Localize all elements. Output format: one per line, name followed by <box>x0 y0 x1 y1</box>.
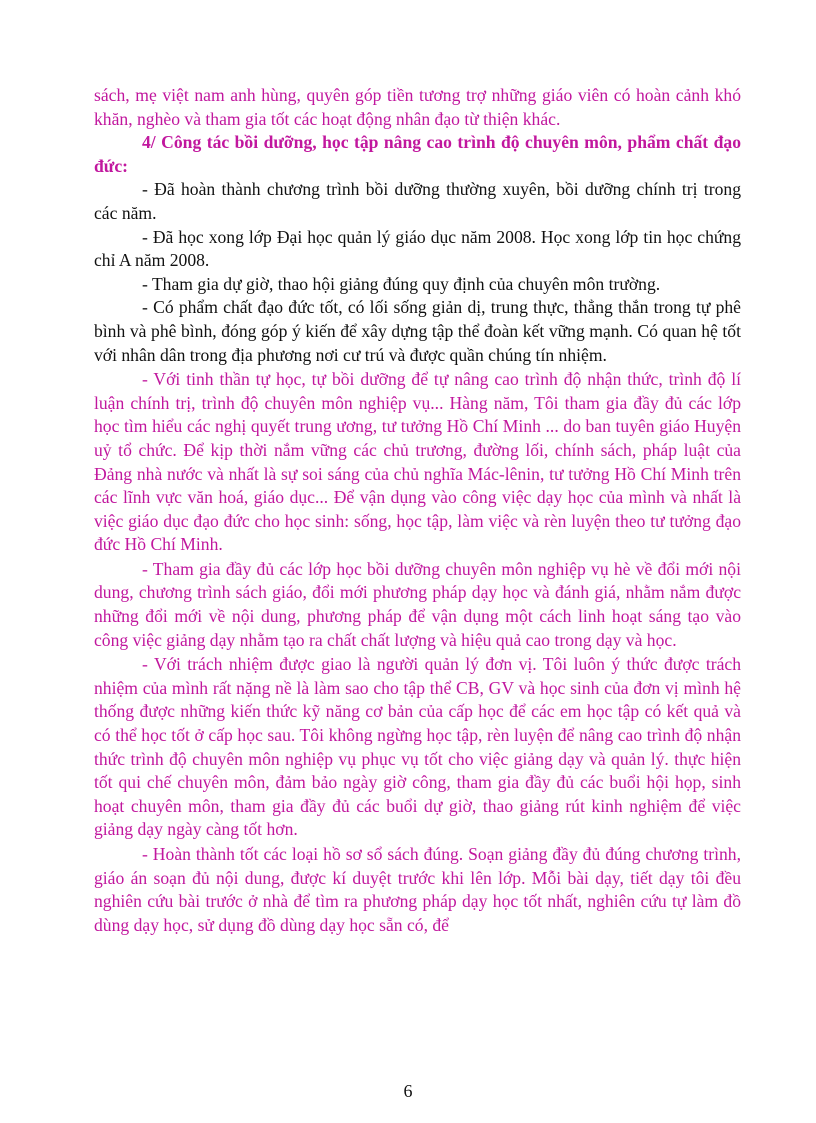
document-body <box>94 84 741 937</box>
list-item: - Với trách nhiệm được giao là người quản lý đơn vị. Tôi luôn ý thức được trách nhiệm của mình rất nặng nề là làm sao cho tập thể CB, GV và học sinh của đơn vị mình hệ thống được những kiến thức kỹ năng cơ bản của cấp học để các em học tập có kết quả và có thể học tốt ở cấp học sau. Tôi không ngừng học tập, rèn luyện để nâng cao trình độ nhận thức trình độ chuyên môn nghiệp vụ phục vụ tốt cho việc giảng dạy và quản lý. thực hiện tốt qui chế chuyên môn, đảm bảo ngày giờ công, tham gia đầy đủ các buổi hội họp, sinh hoạt chuyên môn, tham gia đầy đủ các buổi dự giờ, thao giảng rút kinh nghiệm để việc giảng dạy ngày càng tốt hơn. <box>94 654 741 840</box>
list-item: - Với tinh thần tự học, tự bồi dưỡng để tự nâng cao trình độ nhận thức, trình độ lí luận chính trị, trình độ chuyên môn nghiệp vụ... Hàng năm, Tôi tham gia đầy đủ các lớp học tìm hiểu các nghị quyết trung ương, tư tưởng Hồ Chí Minh ... do ban tuyên giáo Huyện uỷ tổ chức. Để kịp thời nắm vững các chủ trương, đường lối, chính sách, pháp luật của Đảng nhà nước và nhất là sự soi sáng của chủ nghĩa Mác-lênin, tư tưởng Hồ Chí Minh trên các lĩnh vực văn hoá, giáo dục... Để vận dụng vào công việc dạy học của mình và nhất là việc giáo dục đạo đức cho học sinh: sống, học tập, làm việc và rèn luyện theo tư tưởng đạo đức Hồ Chí Minh. <box>94 369 741 555</box>
list-item: - Hoàn thành tốt các loại hồ sơ sổ sách đúng. Soạn giảng đầy đủ đúng chương trình, giáo án soạn đủ nội dung, được kí duyệt trước khi lên lớp. Mỗi bài dạy, tiết dạy tôi đều nghiên cứu bài trước ở nhà để tìm ra phương pháp dạy học tốt nhất, nghiên cứu tự làm đồ dùng dạy học, sử dụng đồ dùng dạy học sẵn có, để <box>94 844 741 935</box>
list-item: - Tham gia đầy đủ các lớp học bồi dưỡng chuyên môn nghiệp vụ hè về đổi mới nội dung, chương trình sách giáo, đổi mới phương pháp dạy học và đánh giá, nhằm nắm được những đổi mới về nội dung, phương pháp để vận dụng một cách linh hoạt sáng tạo vào công việc giảng dạy nhằm tạo ra chất chất lượng và hiệu quả cao trong dạy và học. <box>94 558 741 650</box>
list-item: - Có phẩm chất đạo đức tốt, có lối sống giản dị, trung thực, thẳng thắn trong tự phê bình và phê bình, đóng góp ý kiến để xây dựng tập thể đoàn kết vững mạnh. Có quan hệ tốt với nhân dân trong địa phương nơi cư trú và được quần chúng tín nhiệm. <box>94 297 741 365</box>
list-item: - Tham gia dự giờ, thao hội giảng đúng quy định của chuyên môn trường. <box>142 273 661 294</box>
list-item: - Đã học xong lớp Đại học quản lý giáo dục năm 2008. Học xong lớp tin học chứng chỉ A năm 2008. <box>94 226 741 271</box>
list-item: - Đã hoàn thành chương trình bồi dưỡng thường xuyên, bồi dưỡng chính trị trong các năm. <box>94 179 741 223</box>
paragraph-intro-continued: sách, mẹ việt nam anh hùng, quyên góp tiền tương trợ những giáo viên có hoàn cảnh khó khăn, nghèo và tham gia tốt các hoạt động nhân đạo từ thiện khác. <box>94 85 741 129</box>
page-number: 6 <box>403 1081 413 1101</box>
section-heading: 4/ Công tác bồi dưỡng, học tập nâng cao trình độ chuyên môn, phẩm chất đạo đức: <box>94 132 741 176</box>
